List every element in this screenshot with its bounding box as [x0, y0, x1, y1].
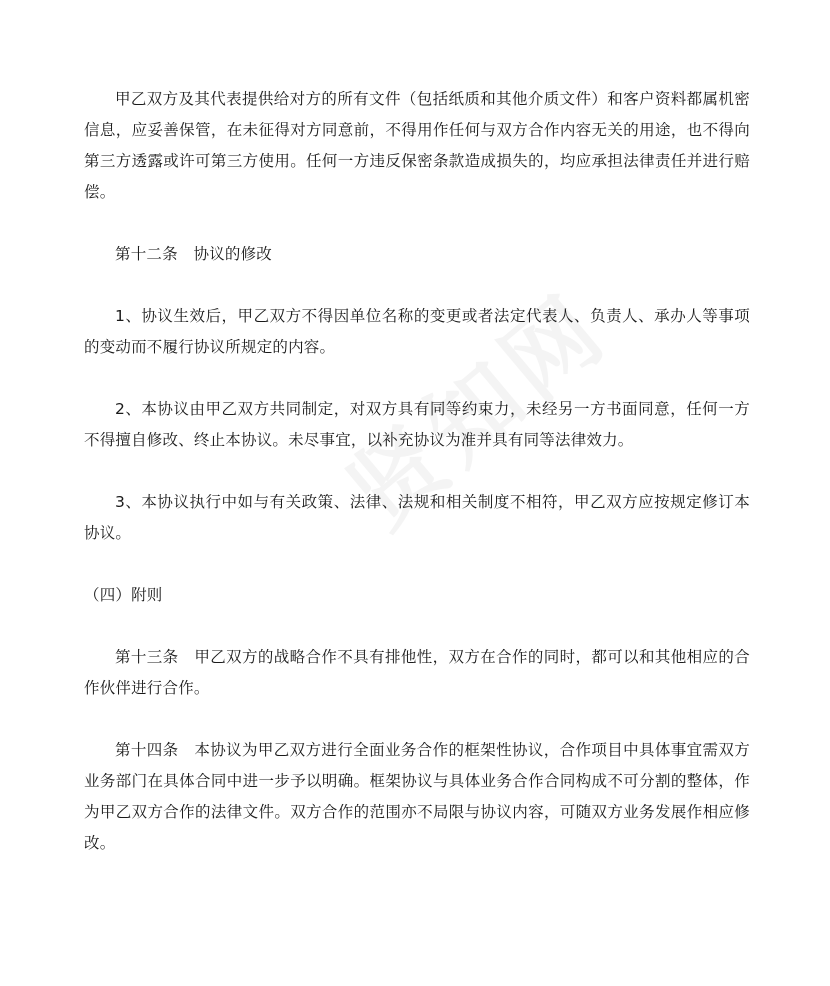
article-12-clause-2: 2、本协议由甲乙双方共同制定，对双方具有同等约束力，未经另一方书面同意，任何一方不得擅自修改、终止本协议。未尽事宜，以补充协议为准并具有同等法律效力。 — [84, 400, 750, 449]
article-12-heading: 第十二条 协议的修改 — [115, 245, 273, 263]
article-14-paragraph: 第十四条 本协议为甲乙双方进行全面业务合作的框架性协议，合作项目中具体事宜需双方业务部门在具体合同中进一步予以明确。框架协议与具体业务合作合同构成不可分割的整体，作为甲乙双方合作的法律文件。双方合作的范围亦不局限与协议内容，可随双方业务发展作相应修改。 — [84, 741, 750, 852]
article-12-clause-3: 3、本协议执行中如与有关政策、法律、法规和相关制度不相符，甲乙双方应按规定修订本协议。 — [84, 493, 750, 542]
article-12-clause-1: 1、协议生效后，甲乙双方不得因单位名称的变更或者法定代表人、负责人、承办人等事项的变动而不履行协议所规定的内容。 — [84, 307, 750, 356]
section-4-heading: （四）附则 — [84, 586, 163, 604]
confidentiality-paragraph: 甲乙双方及其代表提供给对方的所有文件（包括纸质和其他介质文件）和客户资料都属机密信息，应妥善保管，在未征得对方同意前，不得用作任何与双方合作内容无关的用途，也不得向第三方透露或许可第三方使用。任何一方违反保密条款造成损失的，均应承担法律责任并进行赔偿。 — [84, 90, 750, 201]
article-13-paragraph: 第十三条 甲乙双方的战略合作不具有排他性，双方在合作的同时，都可以和其他相应的合作伙伴进行合作。 — [84, 648, 750, 697]
document-body — [84, 84, 750, 890]
